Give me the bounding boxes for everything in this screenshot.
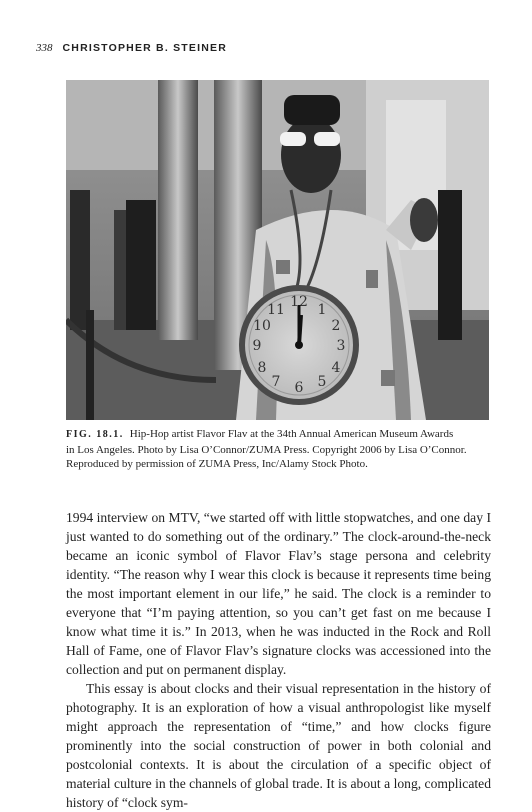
svg-text:8: 8: [257, 360, 267, 376]
svg-text:2: 2: [331, 318, 341, 334]
svg-text:7: 7: [271, 374, 281, 390]
svg-text:6: 6: [294, 380, 304, 396]
svg-text:4: 4: [331, 360, 341, 376]
figure-label: FIG. 18.1.: [66, 429, 124, 440]
svg-text:5: 5: [317, 374, 327, 390]
running-header: [36, 42, 227, 54]
caption-line-3: Reproduced by permission of ZUMA Press, Inc/Alamy Stock Photo.: [66, 458, 368, 470]
svg-text:3: 3: [336, 338, 346, 354]
running-head-author: CHRISTOPHER B. STEINER: [62, 42, 227, 54]
svg-text:10: 10: [253, 318, 271, 334]
body-paragraph: This essay is about clocks and their visual representation in the history of photography. It is an exploration of how a visual anthropologist like myself might approach the representation of “time,” and how clocks figure prominently into the social construction of power in both colonial and postcolonial contexts. It is about the circulation of a specific object of material culture in the channels of global trade. It is about a long, complicated history of “clock sym-: [66, 681, 491, 810]
figure-caption: [66, 427, 491, 472]
caption-line-2: in Los Angeles. Photo by Lisa O’Connor/ZUMA Press. Copyright 2006 by Lisa O’Connor.: [66, 443, 467, 456]
svg-text:11: 11: [267, 302, 285, 318]
svg-text:1: 1: [317, 302, 327, 318]
body-paragraph: 1994 interview on MTV, “we started off with little stopwatches, and one day I just wanted to do something out of the ordinary.” The clock-around-the-neck became an iconic symbol of Flavor Flav’s stage persona and celebrity identity. “The reason why I wear this clock is because it represents time being the most important element in our life,” he said. The clock is a reminder to everyone that “I’m paying attention, so you can’t get fast on me because I know what time it is.” In 2013, when he was inducted in the Rock and Roll Hall of Fame, one of Flavor Flav’s signature clocks was accessioned into the collection and put on permanent display.: [66, 510, 491, 677]
caption-line-1: Hip-Hop artist Flavor Flav at the 34th Annual American Museum Awards: [129, 428, 454, 440]
page-number: 338: [36, 42, 53, 54]
svg-text:9: 9: [252, 338, 262, 354]
body-text: [66, 508, 491, 812]
svg-text:12: 12: [290, 294, 308, 310]
photo-illustration: [66, 80, 489, 420]
figure-photo: [66, 80, 489, 420]
